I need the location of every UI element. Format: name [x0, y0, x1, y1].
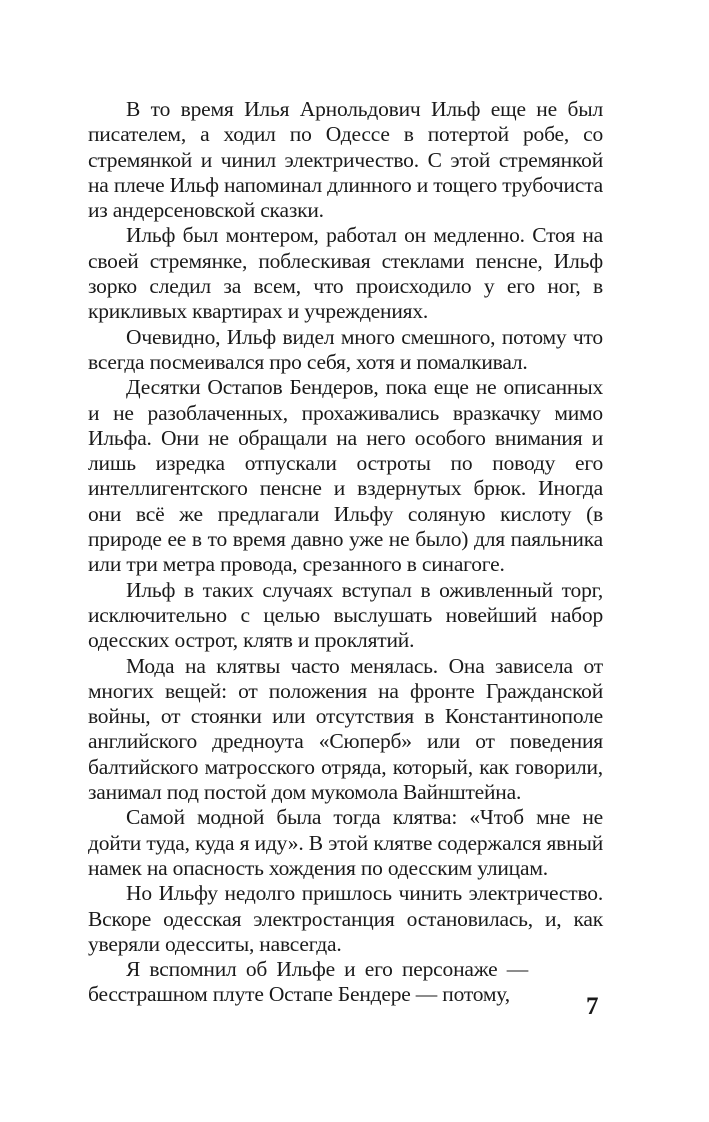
paragraph-6: Мода на клятвы часто менялась. Она зависела от многих вещей: от положения на фронте Гражданской войны, от стоянки или отсутствия в Константинополе английского дредноута «Сюперб» или от поведения балтийского матросского отряда, который, как говорили, занимал под постой дом мукомола Вайнштейна. [88, 653, 603, 805]
page-number: 7 [586, 993, 599, 1020]
paragraph-9: Я вспомнил об Ильфе и его персонаже — бесстрашном плуте Остапе Бендере — потому, [88, 957, 528, 1007]
paragraph-4: Десятки Остапов Бендеров, пока еще не описанных и не разоблаченных, прохаживались вразкачку мимо Ильфа. Они не обращали на него особого внимания и лишь изредка отпускали остроты по поводу его интеллигентского пенсне и вздернутых брюк. Иногда они всё же предлагали Ильфу соляную кислоту (в природе ее в то время давно уже не было) для паяльника или три метра провода, срезанного в синагоге. [88, 375, 603, 577]
paragraph-2: Ильф был монтером, работал он медленно. Стоя на своей стремянке, поблескивая стеклами пенсне, Ильф зорко следил за всем, что происходило у его ног, в крикливых квартирах и учреждениях. [88, 223, 603, 324]
paragraph-3: Очевидно, Ильф видел много смешного, потому что всегда посмеивался про себя, хотя и помалкивал. [88, 324, 603, 374]
page-body [88, 97, 603, 1008]
paragraph-8: Но Ильфу недолго пришлось чинить электричество. Вскоре одесская электростанция остановилась, и, как уверяли одесситы, навсегда. [88, 881, 603, 956]
paragraph-5: Ильф в таких случаях вступал в оживленный торг, исключительно с целью выслушать новейший набор одесских острот, клятв и проклятий. [88, 577, 603, 653]
paragraph-1: В то время Илья Арнольдович Ильф еще не был писателем, а ходил по Одессе в потертой робе, со стремянкой и чинил электричество. С этой стремянкой на плече Ильф напоминал длинного и тощего трубочиста из андерсеновской сказки. [88, 97, 603, 223]
paragraph-7: Самой модной была тогда клятва: «Чтоб мне не дойти туда, куда я иду». В этой клятве содержался явный намек на опасность хождения по одесским улицам. [88, 805, 603, 880]
